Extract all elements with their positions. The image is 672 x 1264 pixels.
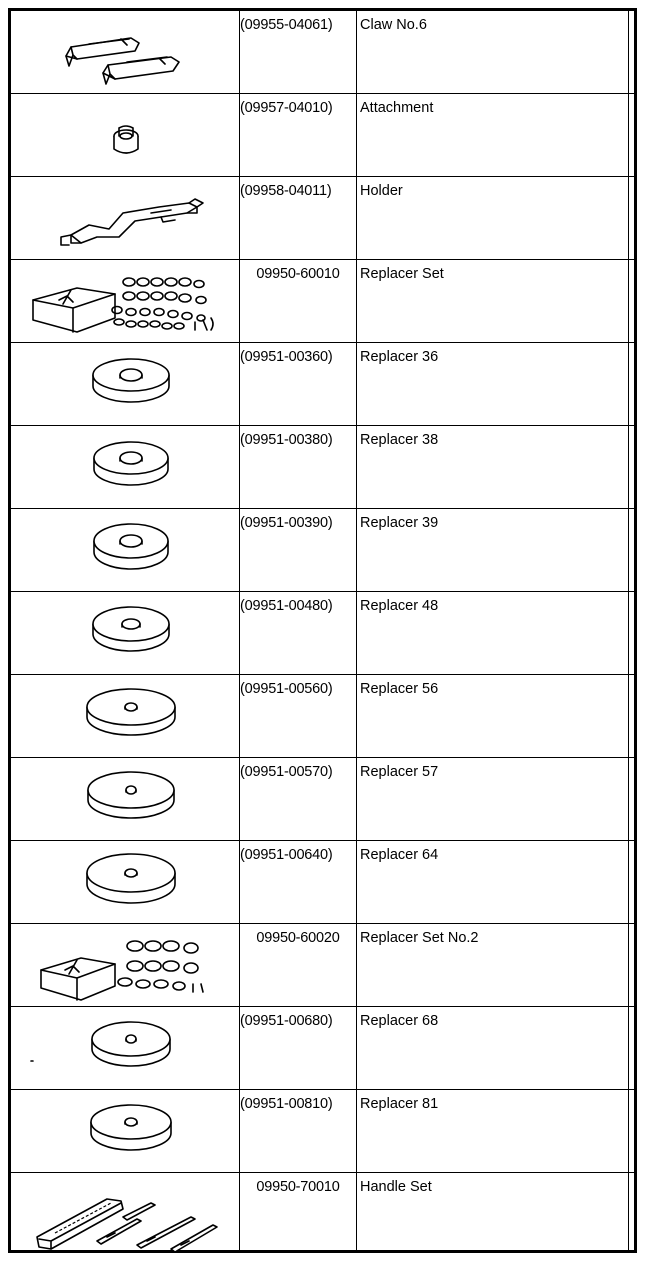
table-row: [11, 177, 634, 260]
attachment-icon: [11, 94, 239, 176]
replacer-disc-icon: [11, 509, 239, 591]
tool-name: Replacer 64: [360, 847, 439, 863]
table-row: [11, 1007, 634, 1090]
part-number: (09951-00380): [240, 432, 333, 448]
table-row: [11, 509, 634, 592]
tool-name: Replacer 39: [360, 515, 439, 531]
tool-name: Holder: [360, 183, 403, 199]
part-number: 09950-70010: [256, 1179, 340, 1195]
replacer-disc-icon: [11, 841, 239, 923]
replacer-set-icon: [11, 924, 239, 1006]
part-number: 09950-60010: [256, 266, 340, 282]
table-row: [11, 758, 634, 841]
table-row: [11, 11, 634, 94]
replacer-disc-icon: [11, 343, 239, 425]
table-row: [11, 675, 634, 758]
part-number: (09951-00480): [240, 598, 333, 614]
table-row: [11, 924, 634, 1007]
replacer-disc-icon: [11, 675, 239, 757]
part-number: (09951-00680): [240, 1013, 333, 1029]
replacer-set-icon: [11, 260, 239, 342]
replacer-disc-icon: [11, 426, 239, 508]
table-row: [11, 841, 634, 924]
tool-name: Attachment: [360, 100, 434, 116]
tool-name: Handle Set: [360, 1179, 432, 1195]
part-number: (09951-00810): [240, 1096, 333, 1112]
part-number: (09951-00360): [240, 349, 333, 365]
tool-name: Replacer 81: [360, 1096, 439, 1112]
tool-name: Replacer 36: [360, 349, 439, 365]
tool-name: Claw No.6: [360, 17, 427, 33]
tool-name: Replacer 48: [360, 598, 439, 614]
table-row: [11, 1173, 634, 1256]
part-number: 09950-60020: [256, 930, 340, 946]
part-number: (09955-04061): [240, 17, 333, 33]
tool-name: Replacer 68: [360, 1013, 439, 1029]
part-number: (09951-00560): [240, 681, 333, 697]
table-row: [11, 260, 634, 343]
tool-name: Replacer 56: [360, 681, 439, 697]
table-row: [11, 343, 634, 426]
replacer-disc-icon: [11, 758, 239, 840]
tool-name: Replacer 38: [360, 432, 439, 448]
replacer-disc-icon: [11, 1090, 239, 1172]
tool-table: [8, 8, 637, 1253]
part-number: (09951-00640): [240, 847, 333, 863]
replacer-disc-icon: [11, 1007, 239, 1089]
table-row: [11, 1090, 634, 1173]
holder-icon: [11, 177, 239, 259]
part-number: (09958-04011): [240, 183, 332, 199]
table-row: [11, 592, 634, 675]
part-number: (09951-00390): [240, 515, 333, 531]
part-number: (09957-04010): [240, 100, 333, 116]
tool-name: Replacer 57: [360, 764, 439, 780]
replacer-disc-icon: [11, 592, 239, 674]
claw-icon: [11, 11, 239, 93]
table-row: [11, 94, 634, 177]
table-row: [11, 426, 634, 509]
handle-set-icon: [11, 1173, 239, 1256]
tool-name: Replacer Set No.2: [360, 930, 479, 946]
tool-name: Replacer Set: [360, 266, 444, 282]
part-number: (09951-00570): [240, 764, 333, 780]
